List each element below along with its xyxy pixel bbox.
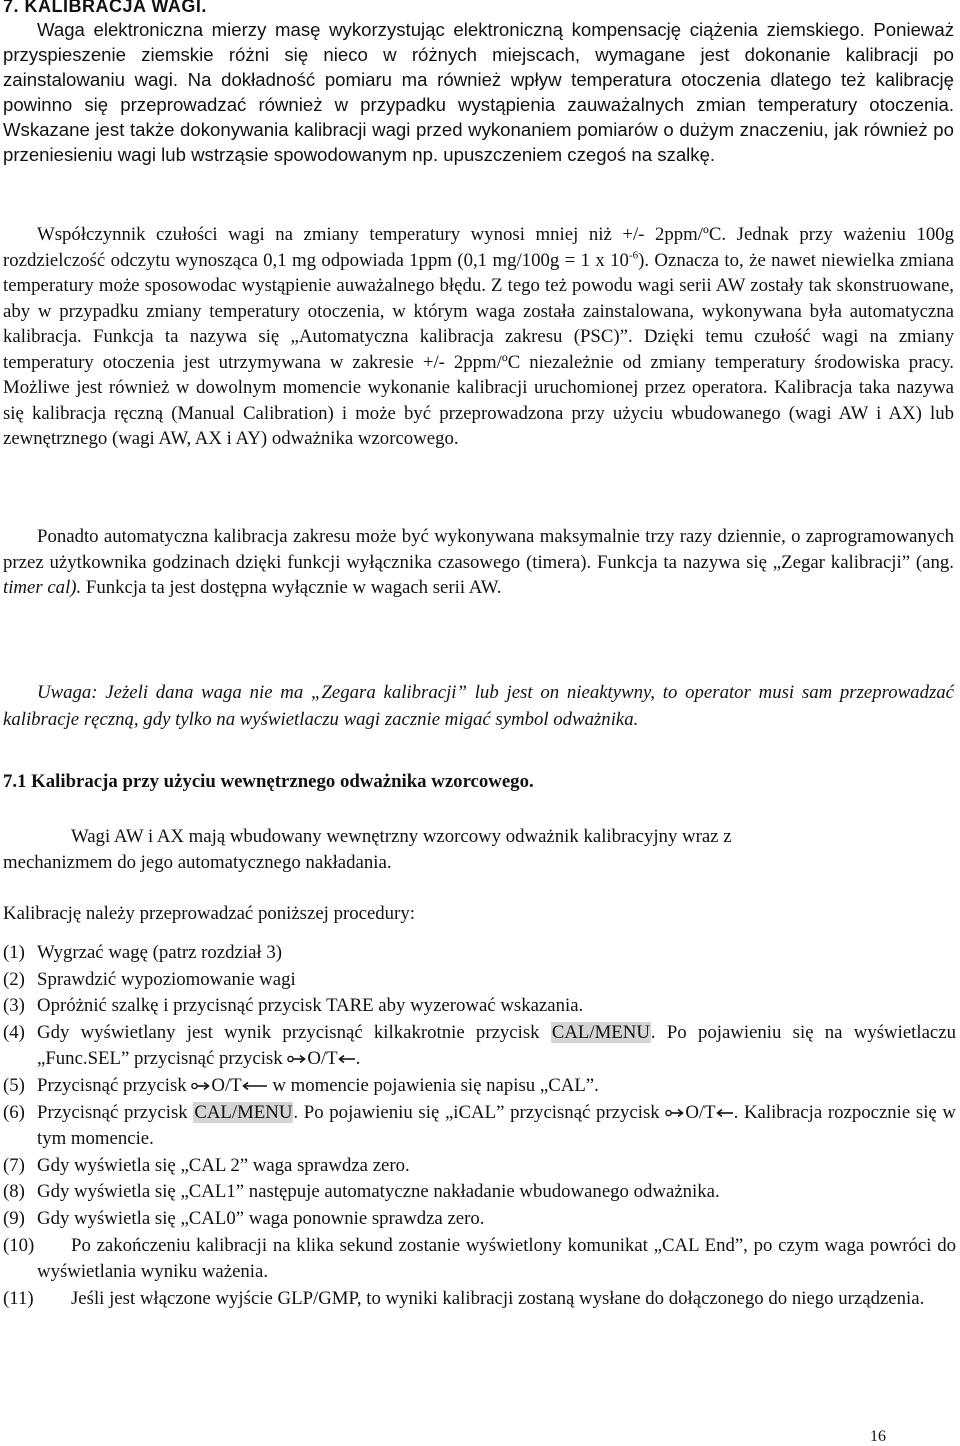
sensitivity-text-a: Współczynnik czułości wagi na zmiany temperatury wynosi mniej niż +/- 2ppm/ºC. (37, 224, 727, 245)
step-number: (4) (3, 1021, 25, 1043)
list-item (3, 1020, 956, 1073)
list-item (3, 1153, 956, 1180)
step-text-b: . Po pojawieniu się na wyświetlaczu „Func.SEL” przycisnąć przycisk (37, 1021, 956, 1070)
procedure-steps (3, 940, 956, 1312)
step-text: Sprawdzić wypoziomowanie wagi (37, 968, 296, 990)
sensitivity-text-b: Jednak przy ważeniu 100g rozdzielczość odczytu wynosząca 0,1 mg odpowiada 1ppm (0,1 mg/100g = 1 x 10 (3, 224, 955, 271)
step-number: (10) (3, 1234, 35, 1256)
o-t-key-label: O/T (685, 1101, 716, 1123)
step-text: Wygrzać wagę (patrz rozdział 3) (37, 942, 282, 963)
step-text-c: . (355, 1048, 361, 1070)
step-text-a: Przycisnąć przycisk (37, 1074, 192, 1096)
list-item (3, 1179, 956, 1206)
step-text: Opróżnić szalkę i przycisnąć przycisk TARE aby wyzerować wskazania. (37, 995, 584, 1017)
step-number: (2) (3, 968, 25, 990)
cal-menu-key: CAL/MENU (551, 1021, 650, 1043)
step-text: Gdy wyświetla się „CAL1” następuje automatyczne nakładanie wbudowanego odważnika. (37, 1181, 720, 1203)
list-item (3, 1206, 956, 1233)
timer-text-b: Funkcja ta jest dostępna wyłącznie w wagach serii AW. (81, 577, 502, 598)
step-text-a: Przycisnąć przycisk (37, 1101, 194, 1123)
circle-arrow-right-icon (287, 1052, 307, 1066)
procedure-intro: Kalibrację należy przeprowadzać poniższej procedury: (3, 903, 415, 924)
step-text: Gdy wyświetla się „CAL 2” waga sprawdza zero. (37, 1154, 410, 1176)
exponent: -6 (628, 249, 639, 262)
circle-arrow-right-icon (665, 1106, 685, 1120)
step-text: Gdy wyświetla się „CAL0” waga ponownie sprawdza zero. (37, 1207, 485, 1229)
list-item (3, 993, 956, 1020)
step-text-a: Gdy wyświetlany jest wynik przycisnąć kilkakrotnie przycisk (37, 1021, 551, 1043)
timer-text-em: timer cal). (3, 577, 82, 598)
intro-paragraph: Waga elektroniczna mierzy masę wykorzystując elektroniczną kompensację ciążenia ziemskiego. Ponieważ przyspieszenie ziemskie różni się nieco w różnych miejscach, wymagane jest dokonanie kalibracji po zainstalowaniu wagi. Na dokładność pomiaru ma również wpływ temperatura otoczenia dlatego też kalibrację powinno się przeprowadzać również w przypadku wystąpienia zauważalnych zmian temperatury otoczenia. Wskazane jest także dokonywania kalibracji wagi przed wykonaniem pomiarów o dużym znaczeniu, jak również po przeniesieniu wagi lub wstrząsie spowodowanym np. upuszczeniem czegoś na szalkę. (3, 19, 954, 165)
internal-weight-paragraph (3, 824, 954, 876)
list-item (3, 1233, 956, 1286)
step-number: (9) (3, 1207, 25, 1229)
cal-menu-key: CAL/MENU (194, 1101, 293, 1123)
internal-weight-line-1: Wagi AW i AX mają wbudowany wewnętrzny wzorcowy odważnik kalibracyjny wraz z (71, 826, 732, 847)
sensitivity-paragraph (3, 222, 954, 452)
internal-weight-line-2: mechanizmem do jego automatycznego nakładania. (3, 852, 392, 873)
timer-text-a: Ponadto automatyczna kalibracja zakresu może być wykonywana maksymalnie trzy razy dziennie, o zaprogramowanych przez użytkownika godzinach dzięki funkcji wyłącznika czasowego (timera). Funkcja ta nazywa się „Zegar kalibracji” (ang. (3, 526, 954, 573)
o-t-key (287, 1046, 355, 1073)
list-item (3, 940, 956, 967)
list-item (3, 1100, 956, 1153)
step-number: (1) (3, 942, 25, 963)
subsection-heading: 7.1 Kalibracja przy użyciu wewnętrznego odważnika wzorcowego. (3, 771, 534, 792)
timer-paragraph (3, 524, 954, 601)
section-heading: 7. KALIBRACJA WAGI. (3, 0, 207, 16)
step-number: (11) (3, 1287, 34, 1309)
step-number: (8) (3, 1181, 25, 1203)
step-text-c: . Kalibracja rozpocznie się w tym momencie. (37, 1101, 956, 1150)
o-t-key-label: O/T (307, 1048, 338, 1070)
step-number: (6) (3, 1101, 25, 1123)
o-t-key (191, 1073, 267, 1100)
step-number: (5) (3, 1074, 25, 1096)
sensitivity-text-c: ). Oznacza to, że nawet niewielka zmiana temperatury może sposowodac wystąpienie auważalnego błędu. Z tego też powodu wagi serii AW zostały tak skonstruowane, aby w przypadku zmiany temperatury otoczenia, w którym waga została zainstalowana, wykonywana była automatyczna kalibracja. Funkcja ta nazywa się „Automatyczna kalibracja zakresu (PSC)”. Dzięki temu czułość wagi na zmiany temperatury otoczenia jest utrzymywana w zakresie +/- 2ppm/ºC niezależnie od zmiany temperatury środowiska pracy. Możliwe jest również w dowolnym momencie wykonanie kalibracji uruchomionej przez operatora. Kalibracja taka nazywa się kalibracja ręczną (Manual Calibration) i może być przeprowadzona przy użyciu wbudowanego (wagi AW i AX) lub zewnętrznego (wagi AW, AX i AY) odważnika wzorcowego. (3, 249, 955, 449)
step-text-b: . Po pojawieniu się „iCAL” przycisnąć przycisk (293, 1101, 666, 1123)
step-text-b: w momencie pojawienia się napisu „CAL”. (267, 1074, 599, 1096)
list-item (3, 1073, 956, 1100)
page-number: 16 (870, 1428, 886, 1445)
step-number: (3) (3, 995, 25, 1017)
circle-arrow-right-icon (191, 1079, 211, 1093)
step-text: Po zakończeniu kalibracji na klika sekund zostanie wyświetlony komunikat „CAL End”, po czym waga powróci do wyświetlania wyniku ważenia. (37, 1234, 956, 1283)
step-text: Jeśli jest włączone wyjście GLP/GMP, to wyniki kalibracji zostaną wysłane do dołączonego do niego urządzenia. (71, 1287, 925, 1309)
list-item (3, 1286, 956, 1313)
arrow-left-icon (716, 1106, 734, 1120)
arrow-left-icon (338, 1052, 356, 1066)
step-number: (7) (3, 1154, 25, 1176)
o-t-key-label: O/T (211, 1074, 242, 1096)
list-item (3, 967, 956, 994)
note-paragraph: Uwaga: Jeżeli dana waga nie ma „Zegara kalibracji” lub jest on nieaktywny, to operator musi sam przeprowadzać kalibracje ręczną, gdy tylko na wyświetlaczu wagi zacznie migać symbol odważnika. (3, 682, 954, 730)
o-t-key (665, 1100, 733, 1127)
arrow-left-icon (242, 1079, 268, 1093)
